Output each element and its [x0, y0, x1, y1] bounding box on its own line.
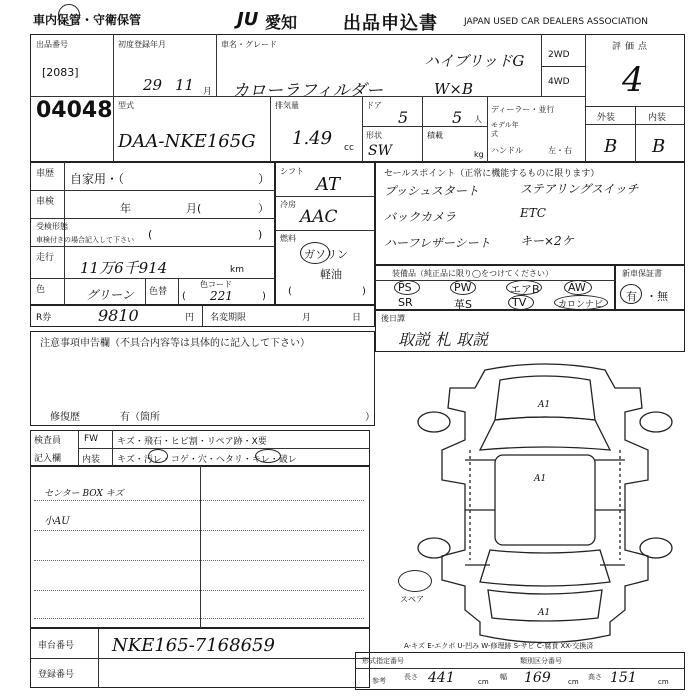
equip-airbag-circle — [506, 280, 542, 295]
load-label: 積載 — [427, 131, 443, 140]
shift-label: シフト — [280, 167, 304, 176]
first-reg-month: 11 — [175, 76, 195, 94]
fuel-diesel: 軽油 — [320, 268, 342, 281]
history-label: 車歴 — [36, 169, 55, 179]
sheet-title: 出品申込書 — [343, 13, 438, 34]
inspection-month: 月( — [186, 202, 202, 215]
storage-circle-mark — [58, 4, 80, 26]
dealer-label: ディーラー・並行 — [491, 105, 555, 114]
inspector-note-1: センター BOX キズ — [44, 489, 124, 499]
car-grade2: W×B — [434, 80, 474, 98]
first-reg-year: 29 — [143, 76, 163, 94]
length-value: 441 — [428, 670, 455, 686]
recycle-value: 9810 — [98, 306, 139, 325]
capacity-value: 5 — [452, 108, 463, 127]
inspection-label: 車検 — [36, 197, 55, 207]
equipment-label: 装備品（純正品に限り◯をつけてください） — [392, 269, 553, 278]
color-code-label: 色コード — [200, 280, 232, 289]
chassis-value: NKE165-7168659 — [112, 635, 275, 656]
sales-point-3: バックカメラ — [384, 210, 457, 224]
license-transfer-note: 車検付きの場合記入して下さい — [36, 236, 134, 244]
spare-label: スペア — [400, 595, 424, 604]
model-value: DAA-NKE165G — [118, 131, 256, 152]
fuel-gasoline: ガソリン — [304, 248, 348, 261]
license-transfer-label: 受検形態 — [36, 222, 68, 231]
fuel-close: ) — [362, 286, 366, 297]
dims-ref-label: 参考 — [372, 677, 386, 685]
first-reg-month-unit: 月 — [203, 87, 213, 97]
damage-mark-2: A1 — [534, 474, 547, 484]
equip-pw: PW — [454, 281, 472, 294]
chassis-label: 車台番号 — [38, 641, 75, 651]
height-value: 151 — [610, 670, 637, 686]
assoc-name: JAPAN USED CAR DEALERS ASSOCIATION — [464, 17, 648, 27]
name-change-label: 名変期限 — [210, 313, 247, 323]
sales-point-5: ハーフレザーシート — [384, 236, 491, 250]
car-name: カローラフィルダー — [232, 81, 383, 101]
equip-navi: カロンナビ — [558, 300, 604, 310]
first-reg-label: 初度登録年月 — [118, 40, 166, 49]
interior-sag-circle — [255, 449, 281, 463]
damage-mark-3: A1 — [538, 608, 551, 618]
shape-value: SW — [368, 143, 392, 159]
drive-2wd: 2WD — [548, 50, 570, 60]
shift-value: AT — [316, 174, 341, 195]
plate-label: 登録番号 — [38, 670, 75, 680]
license-transfer-close: ) — [258, 228, 263, 241]
org-name: 愛知 — [265, 13, 298, 32]
aircon-value: AAC — [300, 207, 338, 227]
inspection-close: ） — [258, 202, 269, 215]
doors-label: ドア — [366, 101, 382, 110]
car-name-label: 車名・グレード — [221, 40, 277, 49]
repaint-label: 色替 — [149, 287, 168, 297]
inspection-year: 年 — [120, 202, 131, 215]
after-remarks-value: 取説 札 取説 — [398, 330, 489, 349]
name-change-day: 日 — [352, 313, 362, 323]
interior-label: 内装 — [648, 113, 667, 123]
rating-value: 4 — [622, 60, 644, 100]
equip-airbag: エアB — [510, 283, 540, 296]
lot-number: 04048 — [36, 98, 113, 123]
storage-label: 車内保管・守衛保管 — [33, 13, 142, 27]
sales-points-label: セールスポイント（正常に機能するものに限ります） — [384, 169, 600, 179]
length-unit: cm — [478, 678, 489, 686]
history-value: 自家用・（ — [70, 172, 125, 186]
sales-point-4: ETC — [520, 206, 546, 220]
category-number-label: 類別区分番号 — [520, 657, 562, 665]
repair-history-close: ） — [365, 412, 375, 423]
mileage-label: 走行 — [36, 253, 55, 263]
color-value: グリーン — [86, 288, 134, 302]
height-unit: cm — [658, 678, 669, 686]
history-close: ） — [258, 172, 271, 186]
damage-legend: A-キズ E-エクボ U-凹み W-修理跡 S-サビ C-腐食 XX-交換済 — [404, 642, 594, 650]
doors-value: 5 — [398, 108, 409, 127]
width-label: 幅 — [500, 673, 507, 681]
sales-point-6: キー×2ケ — [520, 234, 574, 248]
fuel-gasoline-circle — [300, 242, 330, 264]
interior-stain-circle — [148, 449, 168, 463]
interior-inspect-label: 内装 — [82, 455, 101, 465]
recycle-unit: 円 — [185, 313, 195, 323]
fw-text: キズ・飛石・ヒビ割・リペア跡・X要 — [117, 437, 267, 447]
interior-inspect-text: キズ・汚レ・コゲ・穴・ヘタリ・キレ・破レ — [117, 455, 297, 465]
equip-aw: AW — [568, 281, 586, 294]
color-label: 色 — [36, 285, 46, 295]
warranty-label: 新車保証書 — [622, 269, 662, 278]
warranty-yes: 有 — [626, 290, 637, 303]
mileage-unit: km — [230, 265, 244, 275]
color-code-close: ) — [262, 291, 266, 302]
warranty-no: ・無 — [646, 290, 668, 303]
fw-label: FW — [84, 434, 99, 444]
inspector-note-2: 小AU — [44, 516, 70, 527]
color-code-paren: ( — [182, 291, 186, 302]
shape-label: 形状 — [366, 131, 382, 140]
fuel-paren: ( — [288, 286, 292, 297]
notes-label: 注意事項申告欄（不具合内容等は具体的に記入して下さい） — [40, 338, 310, 349]
cert-number-label: 形式指定番号 — [362, 657, 404, 665]
equip-ps-circle — [394, 280, 420, 295]
exterior-grade: B — [604, 136, 618, 157]
license-transfer-paren: ( — [148, 228, 153, 241]
repair-history-label: 修復歴 — [50, 412, 80, 423]
displacement-value: 1.49 — [292, 128, 333, 149]
sales-point-2: ステアリングスイッチ — [520, 182, 639, 196]
load-unit: kg — [474, 150, 484, 159]
aircon-label: 冷房 — [280, 200, 296, 209]
damage-mark-1: A1 — [538, 400, 551, 410]
equip-ps: PS — [398, 281, 412, 294]
mileage-value: 11万6千914 — [80, 259, 168, 277]
handle-label: ハンドル — [491, 146, 523, 155]
equip-leather: 革S — [454, 298, 472, 311]
rating-label: 評価点 — [612, 42, 652, 52]
displacement-unit: cc — [344, 143, 354, 153]
exterior-label: 外装 — [597, 113, 616, 123]
car-grade: ハイブリッドG — [424, 52, 525, 70]
lot-sub-number: [2083] — [42, 66, 79, 79]
inspector-label-2: 記入欄 — [34, 454, 62, 464]
repair-history-value: 有（箇所 — [120, 412, 160, 423]
handle-options: 左・右 — [548, 146, 572, 155]
interior-grade: B — [652, 136, 666, 157]
equip-aw-circle — [564, 280, 592, 295]
inspector-label-1: 検査員 — [34, 436, 62, 446]
displacement-label: 排気量 — [275, 101, 299, 110]
width-unit: cm — [568, 678, 579, 686]
fuel-label: 燃料 — [280, 234, 296, 243]
warranty-yes-circle — [620, 284, 642, 304]
equip-pw-circle — [450, 280, 476, 295]
spare-tire-icon — [398, 570, 432, 592]
height-label: 高さ — [588, 673, 602, 681]
ju-logo: JU — [237, 9, 259, 30]
drive-4wd: 4WD — [548, 77, 570, 87]
model-label: 型式 — [118, 101, 134, 110]
width-value: 169 — [524, 670, 551, 686]
name-change-month: 月 — [302, 313, 312, 323]
sales-point-1: プッシュスタート — [384, 184, 479, 198]
equip-tv: TV — [512, 296, 527, 309]
equip-sr: SR — [398, 296, 413, 309]
recycle-label: R券 — [36, 313, 52, 323]
length-label: 長さ — [404, 673, 418, 681]
color-code-value: 221 — [210, 289, 233, 303]
equip-navi-circle — [554, 295, 608, 310]
equip-tv-circle — [508, 295, 534, 310]
lot-label: 出品番号 — [36, 40, 68, 49]
capacity-unit: 人 — [474, 115, 482, 124]
after-remarks-label: 後日譚 — [381, 314, 405, 323]
model-year-label: モデル年式 — [491, 121, 519, 138]
